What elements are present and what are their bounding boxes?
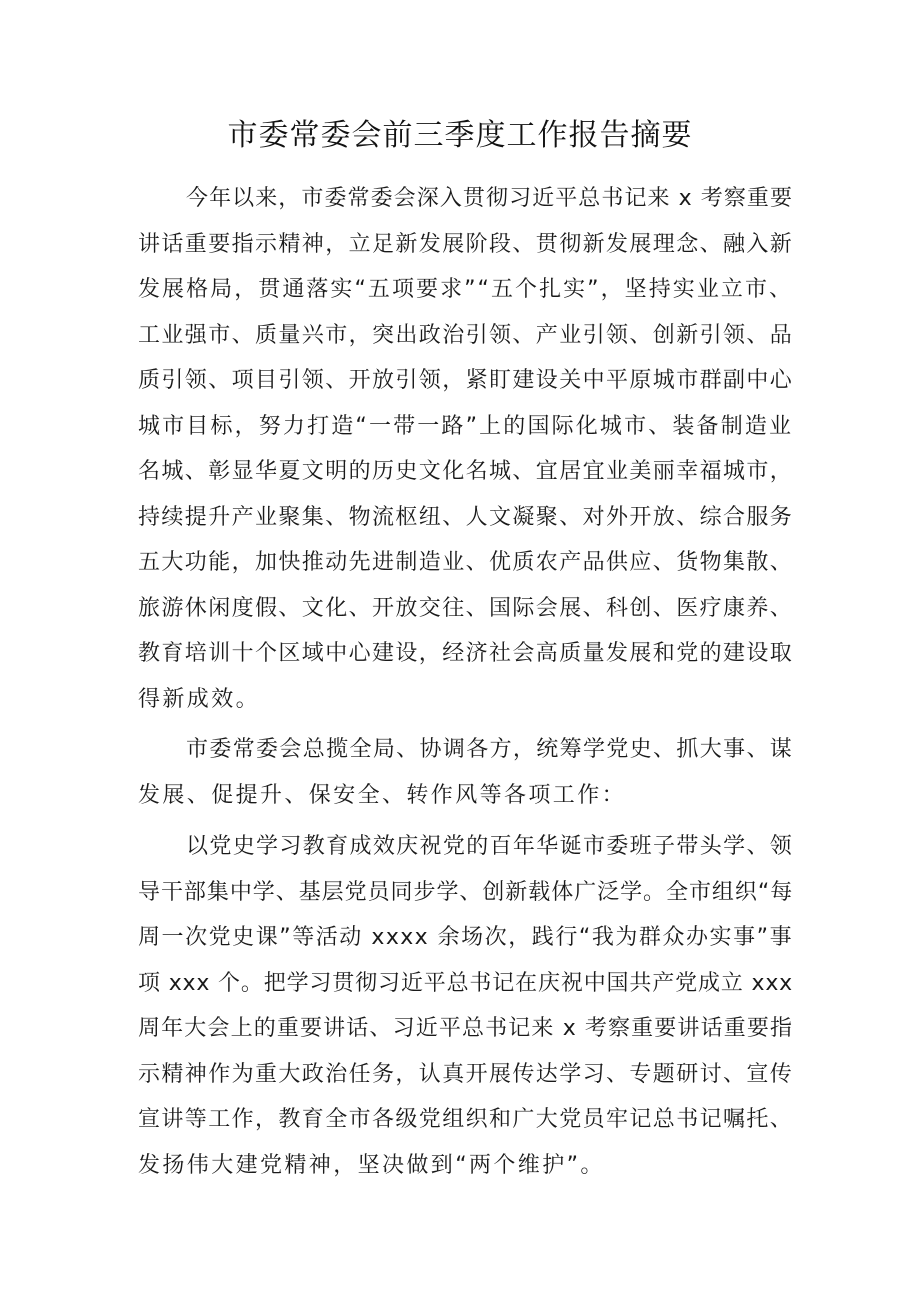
paragraph-line: 示精神作为重大政治任务，认真开展传达学习、专题研讨、宣传 xyxy=(138,1061,794,1087)
paragraph-line: 项 xxx 个。把学习贯彻习近平总书记在庆祝中国共产党成立 xxx xyxy=(138,970,793,996)
paragraph-line: 质引领、项目引领、开放引领，紧盯建设关中平原城市群副中心 xyxy=(138,368,794,393)
paragraph-line: 城市目标，努力打造“一带一路”上的国际化城市、装备制造业 xyxy=(138,413,793,439)
paragraph-line: 周年大会上的重要讲话、习近平总书记来 x 考察重要讲话重要指 xyxy=(138,1016,793,1041)
paragraph-line: 名城、彰显华夏文明的历史文化名城、宜居宜业美丽幸福城市， xyxy=(138,459,794,484)
paragraph-line: 得新成效。 xyxy=(138,686,261,712)
paragraph-line: 市委常委会总揽全局、协调各方，统筹学党史、抓大事、谋 xyxy=(186,737,793,762)
paragraph-line: 教育培训十个区域中心建设，经济社会高质量发展和党的建设取 xyxy=(138,641,794,666)
paragraph-line: 宣讲等工作，教育全市各级党组织和广大党员牢记总书记嘱托、 xyxy=(138,1107,794,1132)
paragraph-line: 今年以来，市委常委会深入贯彻习近平总书记来 x 考察重要 xyxy=(186,186,793,211)
paragraph-line: 五大功能，加快推动先进制造业、优质农产品供应、货物集散、 xyxy=(138,550,794,575)
paragraph-line: 发扬伟大建党精神，坚决做到“两个维护”。 xyxy=(138,1152,605,1178)
paragraph-intro xyxy=(138,176,793,722)
paragraph-line: 导干部集中学、基层党员同步学、创新载体广泛学。全市组织“每 xyxy=(138,879,793,905)
paragraph-party-history xyxy=(138,824,793,1188)
paragraph-line: 周一次党史课”等活动 xxxx 余场次，践行“我为群众办实事”事 xyxy=(138,925,793,950)
paragraph-overview xyxy=(138,727,793,818)
document-title: 市委常委会前三季度工作报告摘要 xyxy=(227,118,693,153)
paragraph-line: 发展格局，贯通落实“五项要求”“五个扎实”，坚持实业立市、 xyxy=(138,277,793,302)
paragraph-line: 发展、促提升、保安全、转作风等各项工作： xyxy=(138,782,627,808)
paragraph-line: 工业强市、质量兴市，突出政治引领、产业引领、创新引领、品 xyxy=(138,322,794,348)
paragraph-line: 以党史学习教育成效庆祝党的百年华诞市委班子带头学、领 xyxy=(186,834,793,859)
paragraph-line: 讲话重要指示精神，立足新发展阶段、贯彻新发展理念、融入新 xyxy=(138,231,794,257)
paragraph-line: 持续提升产业聚集、物流枢纽、人文凝聚、对外开放、综合服务 xyxy=(138,504,794,530)
paragraph-line: 旅游休闲度假、文化、开放交往、国际会展、科创、医疗康养、 xyxy=(138,595,794,621)
